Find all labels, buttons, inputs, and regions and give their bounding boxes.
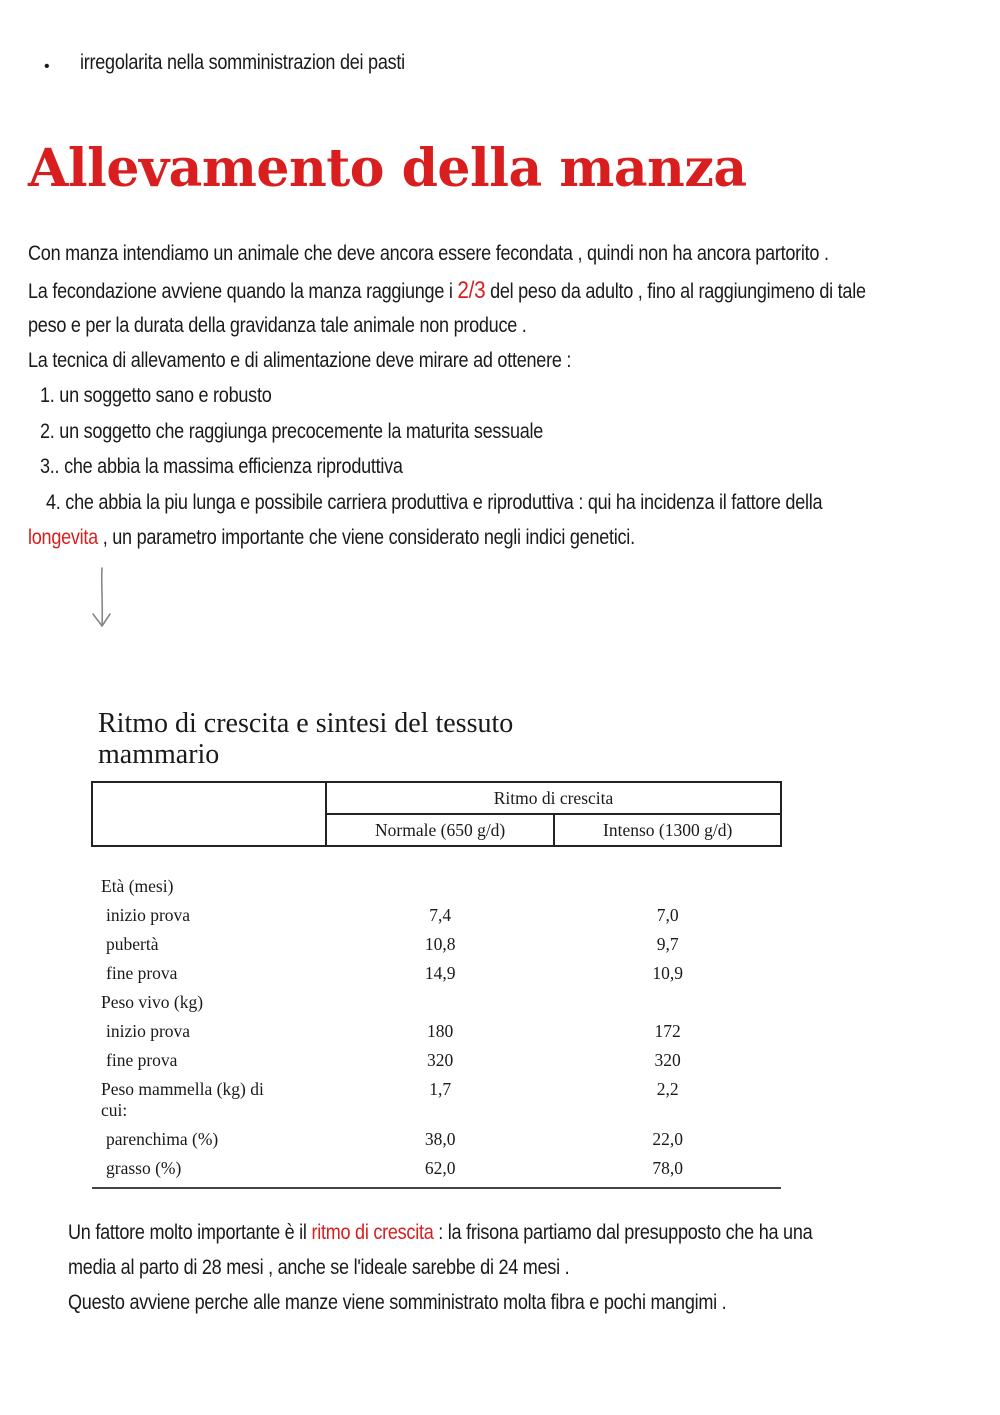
table-row bbox=[92, 934, 781, 963]
row-label: parenchima (%) bbox=[106, 1129, 219, 1149]
table-row bbox=[92, 1079, 781, 1129]
cell-normale: 14,9 bbox=[424, 963, 456, 983]
bottom-line-2: media al parto di 28 mesi , anche se l'ideale sarebbe di 24 mesi . bbox=[68, 1256, 570, 1279]
row-label: fine prova bbox=[106, 1050, 178, 1070]
header-group: Ritmo di crescita bbox=[326, 782, 781, 814]
longevity-highlight: longevita bbox=[28, 526, 98, 549]
intro-line-2-tail: del peso da adulto , fino al raggiungimeno di tale bbox=[485, 280, 866, 303]
cell-intenso: 9,7 bbox=[656, 934, 679, 954]
row-label: Peso mammella (kg) di bbox=[101, 1079, 264, 1099]
row-label: Età (mesi) bbox=[101, 876, 174, 896]
table-row bbox=[92, 963, 781, 992]
intro-line-last-text: , un parametro importante che viene considerato negli indici genetici. bbox=[97, 526, 635, 549]
header-col-normale: Normale (650 g/d) bbox=[326, 814, 554, 846]
table-row bbox=[92, 876, 781, 905]
row-label: grasso (%) bbox=[92, 1158, 326, 1188]
cell-intenso: 22,0 bbox=[652, 1129, 683, 1149]
header-blank-cell bbox=[92, 782, 326, 846]
table-row bbox=[92, 1050, 781, 1079]
fraction-highlight: 2/3 bbox=[457, 277, 486, 304]
intro-line-1: Con manza intendiamo un animale che deve ancora essere fecondata , quindi non ha ancora partorito . bbox=[28, 242, 829, 265]
cell-intenso: 172 bbox=[654, 1021, 681, 1041]
cell-normale bbox=[326, 992, 554, 1021]
row-label-cont: cui: bbox=[101, 1100, 128, 1120]
row-label: pubertà bbox=[106, 934, 159, 954]
bullet-dot: • bbox=[44, 58, 50, 75]
cell-normale: 320 bbox=[427, 1050, 454, 1070]
bottom-line-3: Questo avviene perche alle manze viene somministrato molta fibra e pochi mangimi . bbox=[68, 1291, 727, 1314]
cell-normale: 62,0 bbox=[326, 1158, 554, 1188]
growth-rate-highlight: ritmo di crescita bbox=[311, 1221, 434, 1244]
row-label: inizio prova bbox=[106, 905, 191, 925]
cell-normale: 180 bbox=[427, 1021, 454, 1041]
growth-table bbox=[91, 781, 782, 1189]
list-item-1: 1. un soggetto sano e robusto bbox=[40, 384, 272, 407]
intro-line-2-text: La fecondazione avviene quando la manza raggiunge i bbox=[28, 280, 458, 303]
intro-line-last bbox=[28, 527, 635, 548]
intro-line-4: La tecnica di allevamento e di alimentazione deve mirare ad ottenere : bbox=[28, 349, 572, 372]
cell-intenso bbox=[554, 876, 781, 905]
list-item-2: 2. un soggetto che raggiunga precocemente la maturita sessuale bbox=[40, 420, 544, 443]
row-label: inizio prova bbox=[106, 1021, 191, 1041]
cell-intenso: 2,2 bbox=[656, 1079, 679, 1099]
table-row bbox=[92, 1021, 781, 1050]
table-row bbox=[92, 1129, 781, 1158]
cell-normale: 10,8 bbox=[424, 934, 456, 954]
cell-normale bbox=[326, 876, 554, 905]
list-item-4: 4. che abbia la piu lunga e possibile carriera produttiva e riproduttiva : qui ha incidenza il fattore della bbox=[46, 491, 823, 514]
bottom-line-1-text: Un fattore molto importante è il bbox=[68, 1221, 312, 1244]
cell-intenso: 10,9 bbox=[652, 963, 683, 983]
header-col-intenso: Intenso (1300 g/d) bbox=[554, 814, 781, 846]
row-label-multiline bbox=[92, 1079, 326, 1129]
intro-line-2 bbox=[28, 279, 866, 303]
down-arrow-icon bbox=[88, 566, 116, 632]
bottom-line-1 bbox=[68, 1222, 812, 1243]
cell-normale: 1,7 bbox=[429, 1079, 452, 1099]
row-label: fine prova bbox=[106, 963, 178, 983]
table-title-line-2: mammario bbox=[98, 739, 220, 770]
table-row bbox=[92, 905, 781, 934]
cell-intenso: 320 bbox=[654, 1050, 681, 1070]
page-title: Allevamento della manza bbox=[28, 138, 747, 199]
list-item-3: 3.. che abbia la massima efficienza riproduttiva bbox=[40, 455, 403, 478]
table-title bbox=[98, 708, 513, 770]
table-row bbox=[92, 1158, 781, 1188]
cell-normale: 38,0 bbox=[424, 1129, 456, 1149]
table-row bbox=[92, 992, 781, 1021]
intro-line-3: peso e per la durata della gravidanza tale animale non produce . bbox=[28, 314, 527, 337]
bullet-text: irregolarita nella somministrazion dei pasti bbox=[80, 51, 405, 74]
table-title-line-1: Ritmo di crescita e sintesi del tessuto bbox=[98, 708, 514, 739]
cell-intenso: 78,0 bbox=[554, 1158, 781, 1188]
bottom-paragraph bbox=[68, 1222, 812, 1327]
cell-intenso bbox=[554, 992, 781, 1021]
bottom-line-1-tail: : la frisona partiamo dal presupposto che ha una bbox=[433, 1221, 813, 1244]
row-label: Peso vivo (kg) bbox=[101, 992, 204, 1012]
cell-intenso: 7,0 bbox=[656, 905, 679, 925]
cell-normale: 7,4 bbox=[429, 905, 452, 925]
